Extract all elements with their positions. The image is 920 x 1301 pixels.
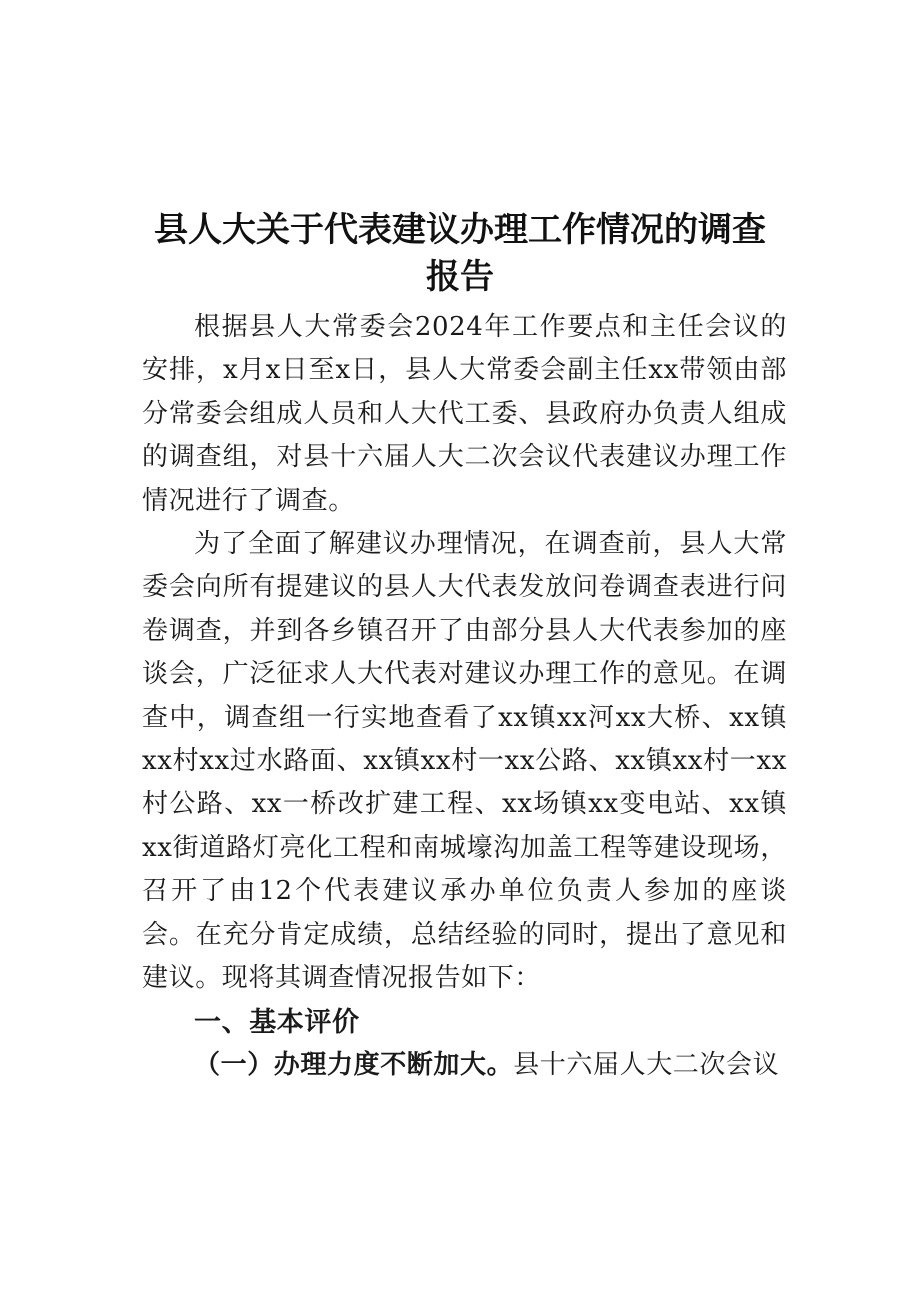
subsection-paragraph [142, 1044, 787, 1087]
document-title-line-1: 县人大关于代表建议办理工作情况的调查 [154, 210, 766, 250]
document-title-line-2: 报告 [426, 257, 494, 297]
paragraph-1: 根据县人大常委会2024年工作要点和主任会议的安排，x月x日至x日，县人大常委会副主任xx带领由部分常委会组成人员和人大代工委、县政府办负责人组成的调查组，对县十六届人大二次会议代表建议办理工作情况进行了调查。 [142, 312, 787, 516]
subsection-heading: （一）办理力度不断加大。 [194, 1049, 514, 1080]
document-body [142, 306, 787, 1087]
section-heading: 一、基本评价 [194, 1006, 360, 1038]
subsection-text: 县十六届人大二次会议 [513, 1049, 780, 1080]
paragraph-2: 为了全面了解建议办理情况，在调查前，县人大常委会向所有提建议的县人大代表发放问卷调查表进行问卷调查，并到各乡镇召开了由部分县人大代表参加的座谈会，广泛征求人大代表对建议办理工作的意见。在调查中，调查组一行实地查看了xx镇xx河xx大桥、xx镇xx村xx过水路面、xx镇xx村一xx公路、xx镇xx村一xx村公路、xx一桥改扩建工程、xx场镇xx变电站、xx镇xx街道路灯亮化工程和南城壕沟加盖工程等建设现场，召开了由12个代表建议承办单位负责人参加的座谈会。在充分肯定成绩，总结经验的同时，提出了意见和建议。现将其调查情况报告如下： [142, 529, 787, 994]
